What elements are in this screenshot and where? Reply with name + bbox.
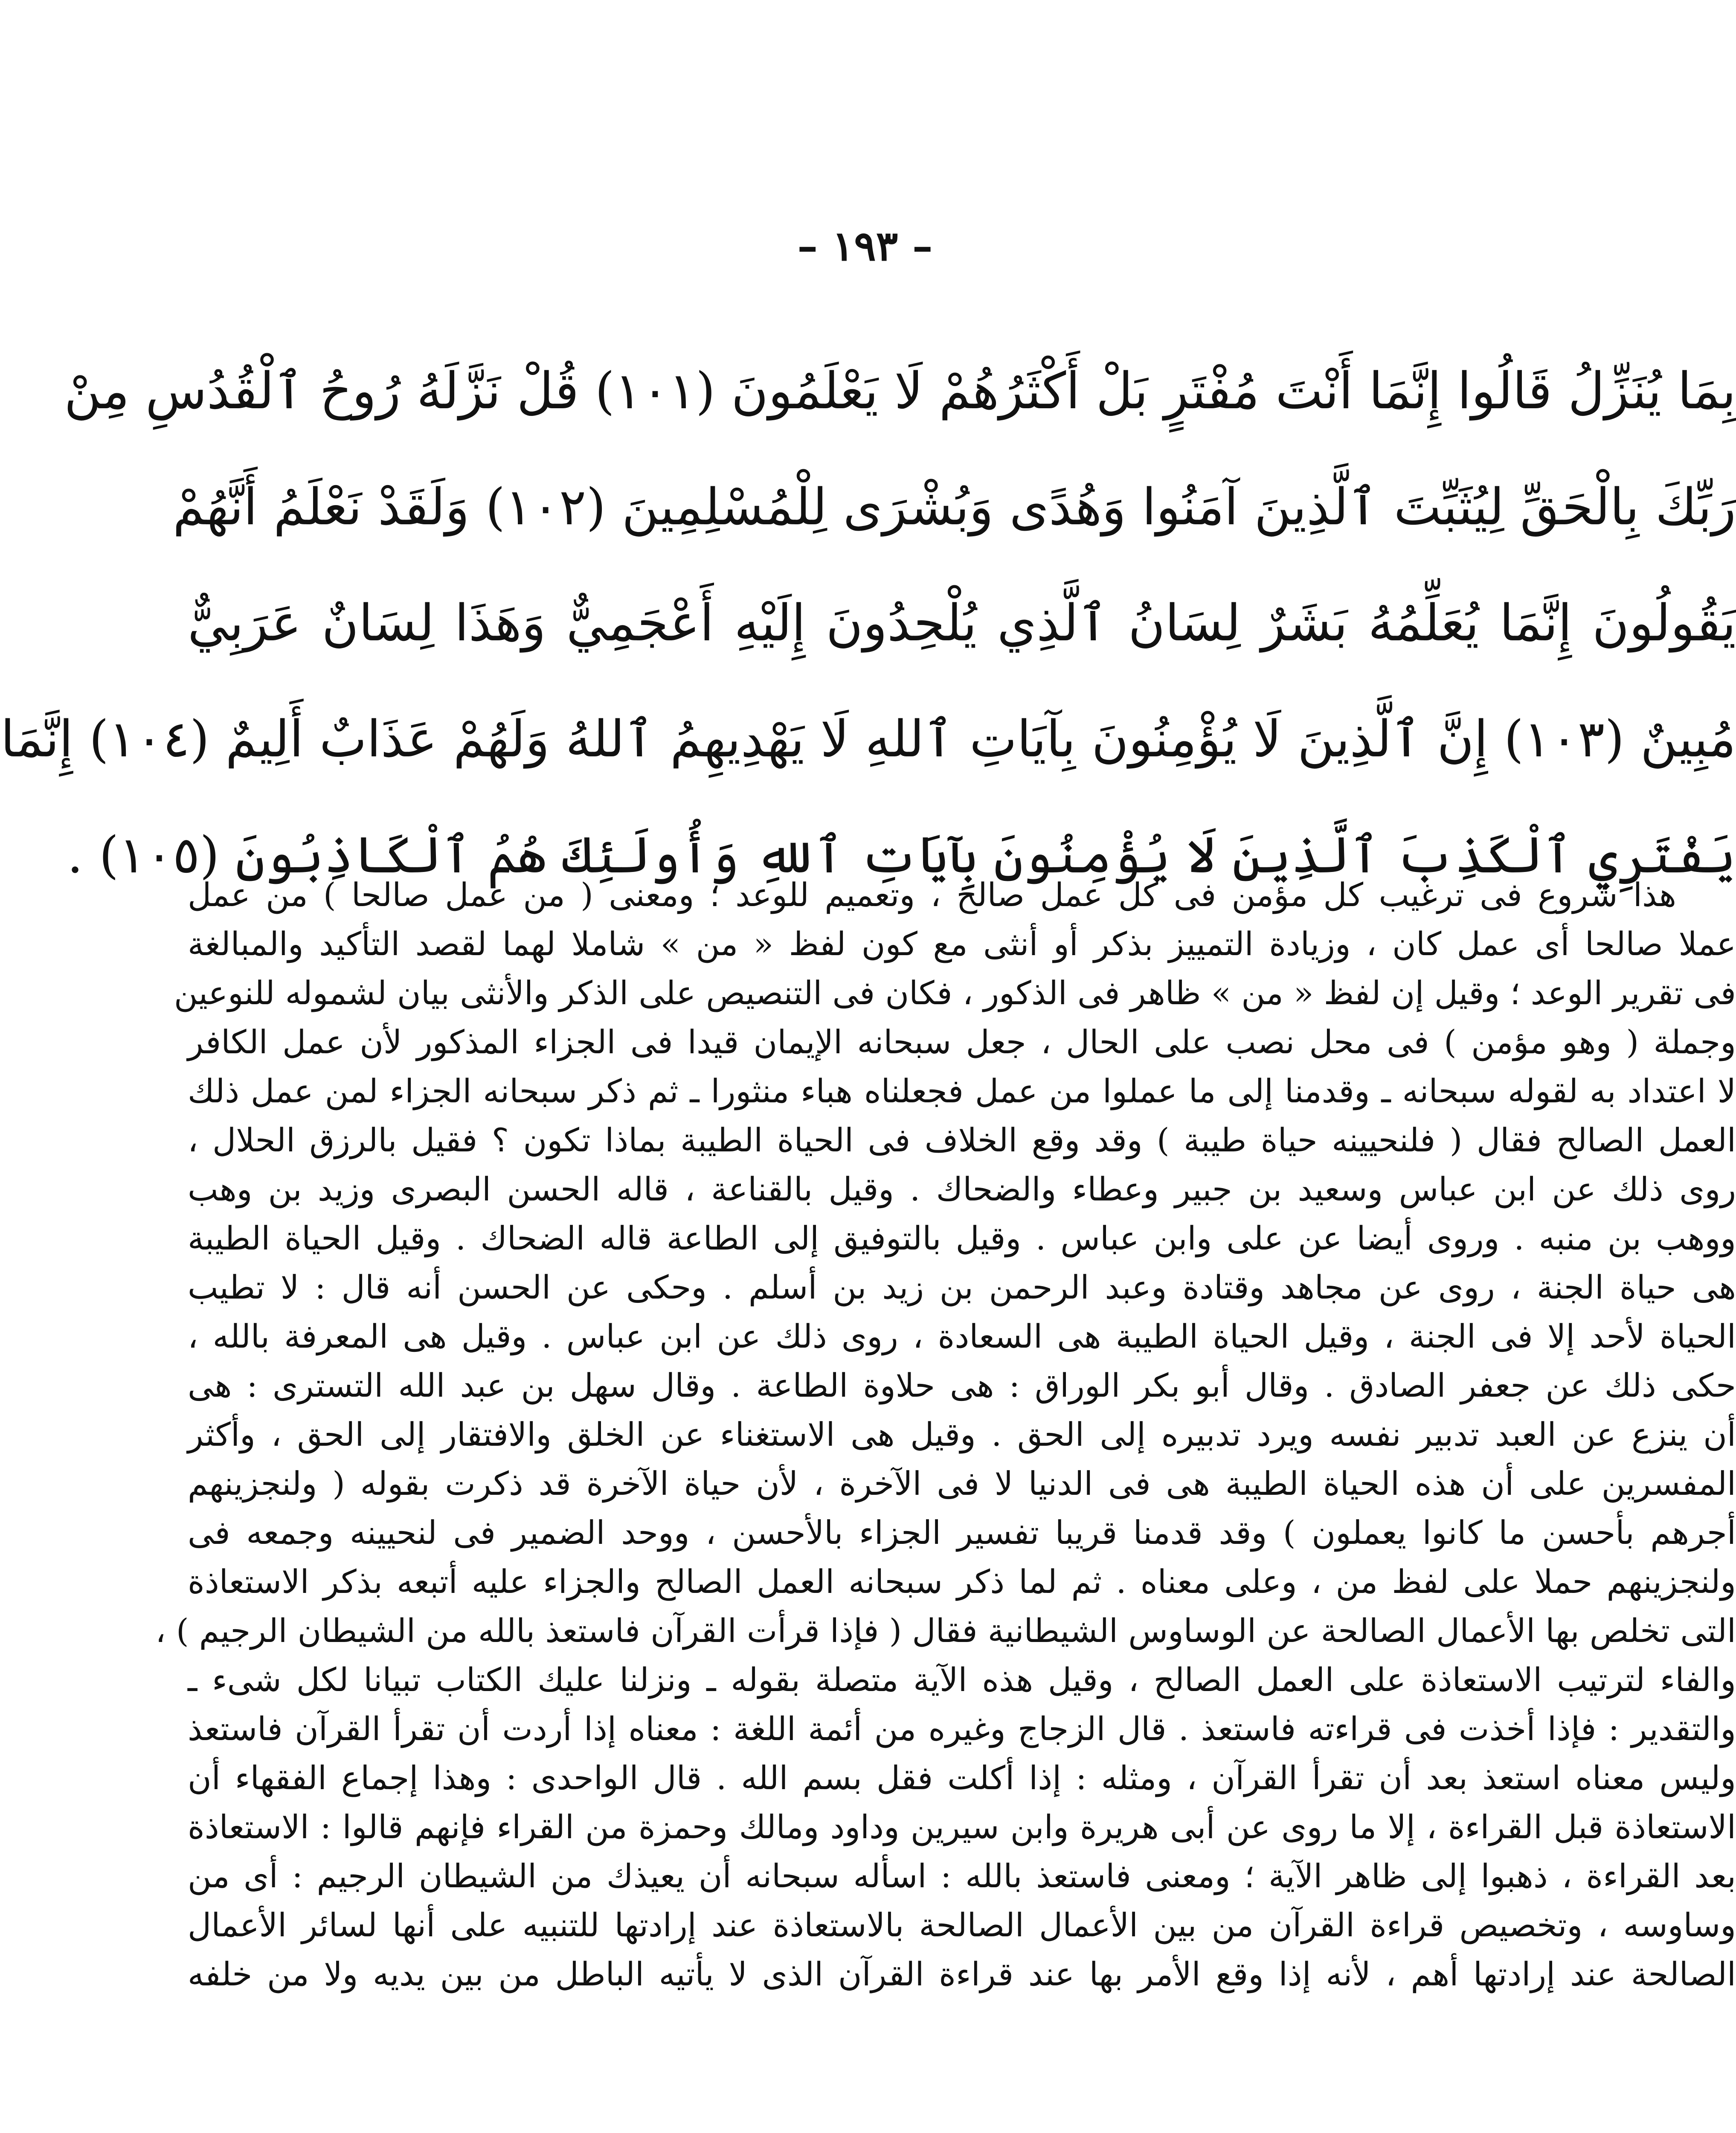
commentary-line: هى حياة الجنة ، روى عن مجاهد وقتادة وعبد الرحمن بن زيد بن أسلم . وحكى عن الحسن أنه قال : لا تطيب <box>188 1268 1736 1306</box>
verse-line: رَبِّكَ بِالْحَقِّ لِيُثَبِّتَ ٱلَّذِينَ آمَنُوا وَهُدًى وَبُشْرَى لِلْمُسْلِمِينَ (١٠٢) وَلَقَدْ نَعْلَمُ أَنَّهُمْ <box>173 477 1736 536</box>
commentary-line: روى ذلك عن ابن عباس وسعيد بن جبير وعطاء والضحاك . وقيل بالقناعة ، قاله الحسن البصرى وزيد بن وهب <box>188 1170 1736 1208</box>
commentary-line: ولنجزينهم حملا على لفظ من ، وعلى معناه . ثم لما ذكر سبحانه العمل الصالح والجزاء عليه أتبعه بذكر الاستعاذة <box>188 1563 1736 1601</box>
commentary-line: الصالحة عند إرادتها أهم ، لأنه إذا وقع الأمر بها عند قراءة القرآن الذى لا يأتيه الباطل من بين يديه ولا من خلفه <box>188 1955 1736 1993</box>
commentary-line: لا اعتداد به لقوله سبحانه ـ وقدمنا إلى ما عملوا من عمل فجعلناه هباء منثورا ـ ثم ذكر سبحانه الجزاء لمن عمل ذلك <box>188 1072 1736 1110</box>
commentary-line: والتقدير : فإذا أخذت فى قراءته فاستعذ . قال الزجاج وغيره من أئمة اللغة : معناه إذا أردت أن تقرأ القرآن فاستعذ <box>188 1710 1736 1748</box>
quran-verses <box>0 333 1736 913</box>
commentary-text <box>155 870 1736 1999</box>
commentary-line: العمل الصالح فقال ( فلنحيينه حياة طيبة ) وقد وقع الخلاف فى الحياة الطيبة بماذا تكون ؟ فقيل بالرزق الحلال ، <box>188 1121 1736 1159</box>
commentary-line: والفاء لترتيب الاستعاذة على العمل الصالح ، وقيل هذه الآية متصلة بقوله ـ ونزلنا عليك الكتاب تبيانا لكل شىء ـ <box>188 1661 1736 1699</box>
commentary-line: وساوسه ، وتخصيص قراءة القرآن من بين الأعمال الصالحة بالاستعاذة عند إرادتها للتنبيه على أنها لسائر الأعمال <box>188 1906 1736 1944</box>
commentary-line: الاستعاذة قبل القراءة ، إلا ما روى عن أبى هريرة وابن سيرين وداود ومالك وحمزة من القراء فإنهم قالوا : الاستعاذة <box>188 1808 1736 1846</box>
commentary-line: الحياة لأحد إلا فى الجنة ، وقيل الحياة الطيبة هى السعادة ، روى ذلك عن ابن عباس . وقيل هى المعرفة بالله ، <box>188 1317 1736 1355</box>
commentary-line: أن ينزع عن العبد تدبير نفسه ويرد تدبيره إلى الحق . وقيل هى الاستغناء عن الخلق والافتقار إلى الحق ، وأكثر <box>188 1415 1736 1453</box>
verse-line: يَفْتَرِي ٱلْكَذِبَ ٱلَّذِينَ لَا يُؤْمِنُونَ بِآيَاتِ ٱللهِ وَأُولَئِكَ هُمُ ٱلْكَاذِبُونَ (١٠٥) . <box>67 825 1736 884</box>
commentary-line: وليس معناه استعذ بعد أن تقرأ القرآن ، ومثله : إذا أكلت فقل بسم الله . قال الواحدى : وهذا إجماع الفقهاء أن <box>188 1759 1736 1797</box>
page-number: – ١٩٣ – <box>797 222 933 270</box>
commentary-line: المفسرين على أن هذه الحياة الطيبة هى فى الدنيا لا فى الآخرة ، لأن حياة الآخرة قد ذكرت بقوله ( ولنجزينهم <box>188 1465 1736 1502</box>
commentary-line: التى تخلص بها الأعمال الصالحة عن الوساوس الشيطانية فقال ( فإذا قرأت القرآن فاستعذ بالله من الشيطان الرجيم ) ، <box>155 1612 1736 1650</box>
commentary-line: وجملة ( وهو مؤمن ) فى محل نصب على الحال ، جعل سبحانه الإيمان قيدا فى الجزاء المذكور لأن عمل الكافر <box>188 1023 1736 1061</box>
commentary-line: عملا صالحا أى عمل كان ، وزيادة التمييز بذكر أو أنثى مع كون لفظ « من » شاملا لهما لقصد التأكيد والمبالغة <box>188 925 1736 963</box>
commentary-line: أجرهم بأحسن ما كانوا يعملون ) وقد قدمنا قريبا تفسير الجزاء بالأحسن ، ووحد الضمير فى لنحيينه وجمعه فى <box>188 1514 1736 1552</box>
commentary-line: بعد القراءة ، ذهبوا إلى ظاهر الآية ؛ ومعنى فاستعذ بالله : اسأله سبحانه أن يعيذك من الشيطان الرجيم : أى من <box>188 1857 1736 1895</box>
commentary-line: ووهب بن منبه . وروى أيضا عن على وابن عباس . وقيل بالتوفيق إلى الطاعة قاله الضحاك . وقيل الحياة الطيبة <box>188 1219 1736 1257</box>
verse-line: مُبِينٌ (١٠٣) إِنَّ ٱلَّذِينَ لَا يُؤْمِنُونَ بِآيَاتِ ٱللهِ لَا يَهْدِيهِمُ ٱللهُ وَلَهُمْ عَذَابٌ أَلِيمٌ (١٠٤) إِنَّمَا <box>0 709 1736 768</box>
commentary-line: هذا شروع فى ترغيب كل مؤمن فى كل عمل صالح ، وتعميم للوعد ؛ ومعنى ( من عمل صالحا ) من عمل <box>188 876 1676 914</box>
verse-line: بِمَا يُنَزِّلُ قَالُوا إِنَّمَا أَنْتَ مُفْتَرٍ بَلْ أَكْثَرُهُمْ لَا يَعْلَمُونَ (١٠١) قُلْ نَزَّلَهُ رُوحُ ٱلْقُدُسِ مِنْ <box>64 361 1736 420</box>
commentary-line: حكى ذلك عن جعفر الصادق . وقال أبو بكر الوراق : هى حلاوة الطاعة . وقال سهل بن عبد الله التسترى : هى <box>188 1366 1736 1404</box>
verse-line: يَقُولُونَ إِنَّمَا يُعَلِّمُهُ بَشَرٌ لِسَانُ ٱلَّذِي يُلْحِدُونَ إِلَيْهِ أَعْجَمِيٌّ وَهَذَا لِسَانٌ عَرَبِيٌّ <box>188 593 1736 652</box>
commentary-line: فى تقرير الوعد ؛ وقيل إن لفظ « من » ظاهر فى الذكور ، فكان فى التنصيص على الذكر والأنثى بيان لشموله للنوعين <box>174 974 1736 1012</box>
